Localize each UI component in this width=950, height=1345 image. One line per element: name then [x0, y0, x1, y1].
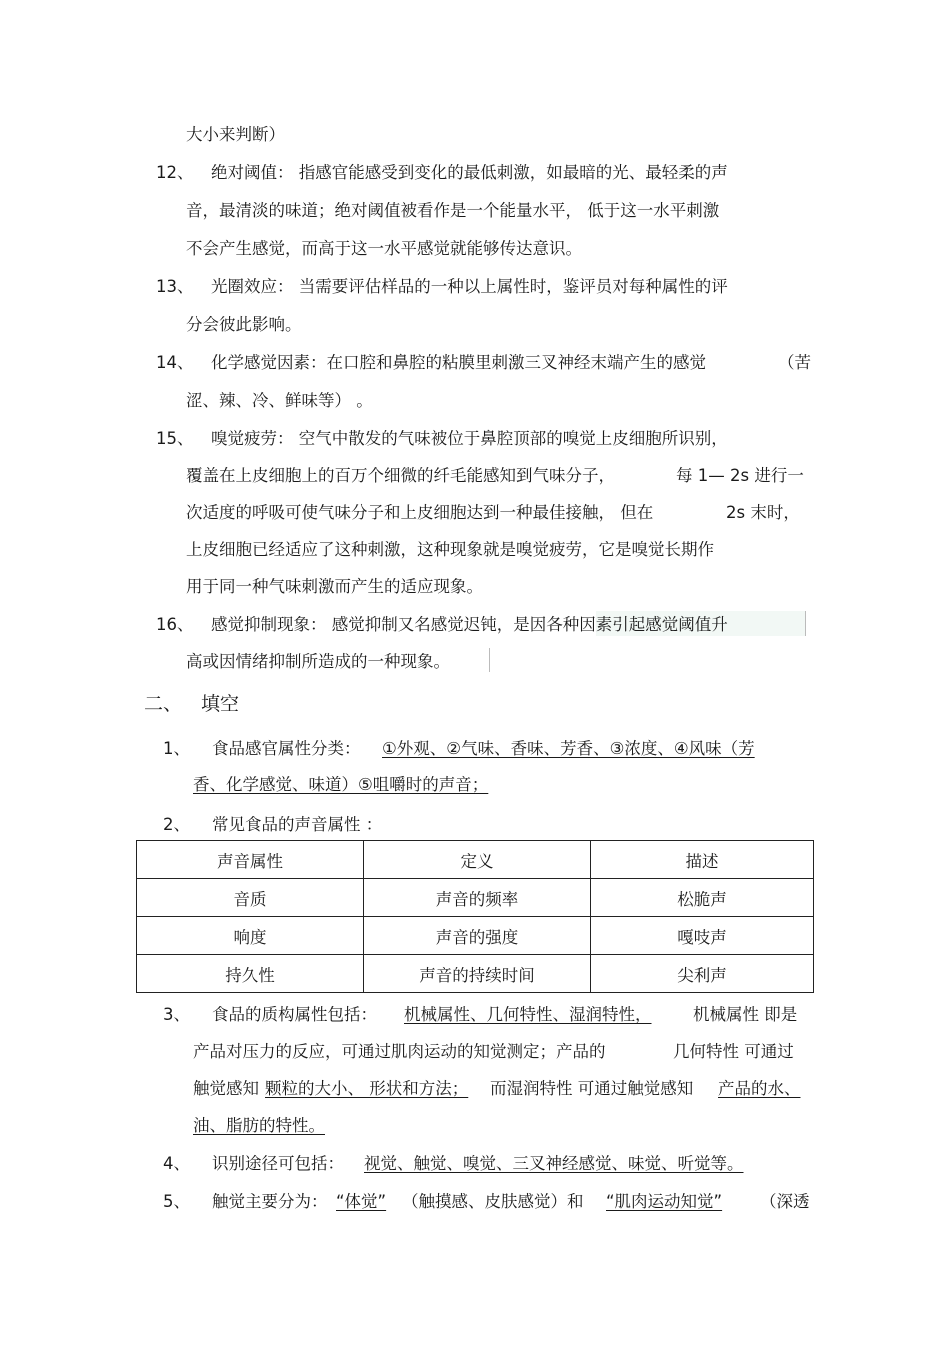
- answer-text: “体觉”: [336, 1192, 387, 1211]
- table-row: [137, 955, 814, 993]
- text-line: （深透: [760, 1192, 810, 1211]
- sound-attribute-table: [136, 840, 814, 993]
- item-number: 2、: [163, 815, 190, 834]
- table-header-cell: 声音属性: [137, 841, 364, 879]
- item-number: 5、: [163, 1192, 190, 1211]
- text-line: 感觉抑制现象： 感觉抑制又名感觉迟钝，是因各种因素引起感觉阈值升: [211, 615, 728, 634]
- text-line: 分会彼此影响。: [186, 315, 302, 334]
- table-cell: 声音的持续时间: [364, 955, 591, 993]
- text-line: 2s 末时，: [726, 503, 800, 522]
- text-line: 嗅觉疲劳： 空气中散发的气味被位于鼻腔顶部的嗅觉上皮细胞所识别，: [211, 429, 728, 448]
- answer-text: 视觉、触觉、嗅觉、三叉神经感觉、味觉、听觉等。: [364, 1154, 744, 1173]
- text-line: 高或因情绪抑制所造成的一种现象。: [186, 652, 450, 671]
- answer-text: 机械属性、几何特性、湿润特性，: [404, 1005, 652, 1024]
- text-line: 触觉感知: [193, 1079, 259, 1098]
- text-line: 机械属性 即是: [693, 1005, 798, 1024]
- table-cell: 嘎吱声: [591, 917, 814, 955]
- text-line: 音，最清淡的味道；绝对阈值被看作是一个能量水平， 低于这一水平刺激: [186, 201, 720, 220]
- table-header-cell: 定义: [364, 841, 591, 879]
- table-row: [137, 917, 814, 955]
- text-line: 触觉主要分为：: [212, 1192, 328, 1211]
- text-line: 而湿润特性 可通过触觉感知: [490, 1079, 694, 1098]
- item-number: 14、: [156, 353, 194, 372]
- table-header-cell: 描述: [591, 841, 814, 879]
- text-line: 几何特性 可通过: [673, 1042, 794, 1061]
- text-line: 次适度的呼吸可使气味分子和上皮细胞达到一种最佳接触， 但在: [186, 503, 654, 522]
- text-line: 上皮细胞已经适应了这种刺激，这种现象就是嗅觉疲劳，它是嗅觉长期作: [186, 540, 714, 559]
- table-row: [137, 879, 814, 917]
- item-number: 16、: [156, 615, 194, 634]
- section-number: 二、: [144, 693, 183, 715]
- text-line: 不会产生感觉，而高于这一水平感觉就能够传达意识。: [186, 239, 582, 258]
- text-line: 食品感官属性分类：: [212, 739, 361, 758]
- margin-mark: [489, 648, 490, 672]
- table-header-row: [137, 841, 814, 879]
- answer-text: 香、化学感觉、味道）⑤咀嚼时的声音；: [193, 775, 489, 794]
- table-cell: 尖利声: [591, 955, 814, 993]
- item-number: 15、: [156, 429, 194, 448]
- text-line: 涩、辣、冷、鲜味等） 。: [186, 391, 373, 410]
- text-line: 绝对阈值： 指感官能感受到变化的最低刺激，如最暗的光、最轻柔的声: [211, 163, 728, 182]
- text-line: 覆盖在上皮细胞上的百万个细微的纤毛能感知到气味分子，: [186, 466, 615, 485]
- table-cell: 声音的频率: [364, 879, 591, 917]
- item-number: 12、: [156, 163, 194, 182]
- text-line: 常见食品的声音属性 ：: [212, 815, 383, 834]
- text-line: 识别途径可包括：: [212, 1154, 344, 1173]
- text-line: 大小来判断）: [186, 125, 285, 144]
- table-cell: 声音的强度: [364, 917, 591, 955]
- item-number: 3、: [163, 1005, 190, 1024]
- answer-text: ①外观、②气味、香味、芳香、③浓度、④风味（芳: [382, 739, 755, 758]
- answer-text: 油、脂肪的特性。: [193, 1116, 325, 1135]
- text-line: 光圈效应： 当需要评估样品的一种以上属性时，鉴评员对每种属性的评: [211, 277, 728, 296]
- item-number: 4、: [163, 1154, 190, 1173]
- text-line: 每 1— 2s 进行一: [676, 466, 804, 485]
- answer-text: 颗粒的大小、 形状和方法；: [265, 1079, 469, 1098]
- text-line: 食品的质构属性包括：: [212, 1005, 377, 1024]
- margin-mark: [805, 611, 806, 636]
- answer-text: “肌肉运动知觉”: [606, 1192, 723, 1211]
- text-line: 化学感觉因素：在口腔和鼻腔的粘膜里刺激三叉神经末端产生的感觉: [211, 353, 706, 372]
- item-number: 1、: [163, 739, 190, 758]
- table-cell: 响度: [137, 917, 364, 955]
- table-cell: 持久性: [137, 955, 364, 993]
- table-cell: 松脆声: [591, 879, 814, 917]
- table-cell: 音质: [137, 879, 364, 917]
- answer-text: 产品的水、: [718, 1079, 801, 1098]
- item-number: 13、: [156, 277, 194, 296]
- section-title: 填空: [201, 693, 240, 715]
- text-line: 用于同一种气味刺激而产生的适应现象。: [186, 577, 483, 596]
- text-line: （触摸感、皮肤感觉）和: [402, 1192, 584, 1211]
- text-line: 产品对压力的反应，可通过肌肉运动的知觉测定；产品的: [193, 1042, 606, 1061]
- text-line: （苦: [778, 353, 811, 372]
